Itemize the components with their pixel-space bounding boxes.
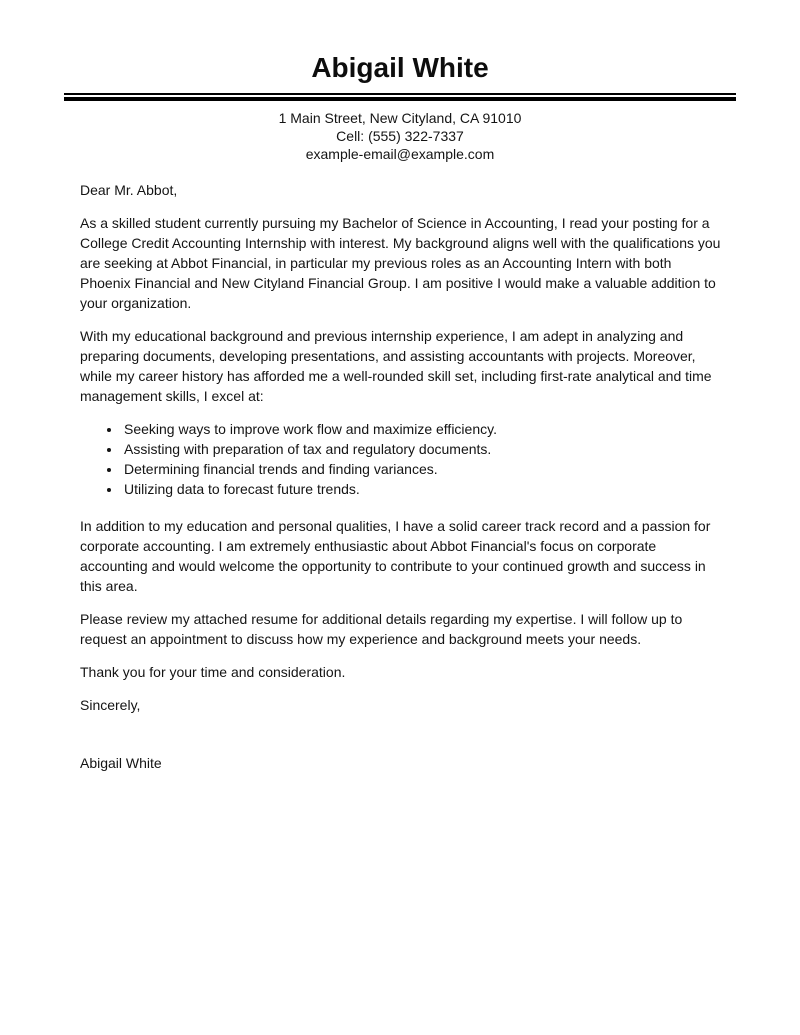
letter-paragraph-followup: Please review my attached resume for additional details regarding my expertise. I will follow up to request an appointment to discuss how my experience and background meets your needs. bbox=[80, 611, 683, 647]
letter-body bbox=[80, 180, 724, 773]
letter-paragraph-background: With my educational background and previous internship experience, I am adept in analyzing and preparing documents, developing presentations, and assisting accountants with projects. Moreover, while my career history has afforded me a well-rounded skill set, including first-rate analytical and time management skills, I excel at: bbox=[80, 328, 712, 404]
letter-author-name: Abigail White bbox=[311, 52, 489, 83]
contact-phone: Cell: (555) 322-7337 bbox=[336, 128, 464, 144]
contact-email: example-email@example.com bbox=[305, 146, 495, 162]
letter-signature: Abigail White bbox=[80, 755, 162, 771]
letter-signoff: Sincerely, bbox=[80, 697, 141, 713]
skills-list-item: • Utilizing data to forecast future trends. bbox=[122, 479, 724, 499]
skills-list-item: • Determining financial trends and finding variances. bbox=[122, 459, 724, 479]
contact-block bbox=[0, 109, 800, 163]
letter-paragraph-intro: As a skilled student currently pursuing my Bachelor of Science in Accounting, I read your posting for a College Credit Accounting Internship with interest. My background aligns well with the qualifications you are seeking at Abbot Financial, in particular my previous roles as an Accounting Intern with both Phoenix Financial and New Cityland Financial Group. I am positive I would make a valuable addition to your organization. bbox=[80, 215, 721, 311]
skills-list-item: • Seeking ways to improve work flow and maximize efficiency. bbox=[122, 419, 724, 439]
salutation: Dear Mr. Abbot, bbox=[80, 182, 178, 198]
divider-line-bottom bbox=[64, 97, 736, 101]
contact-address: 1 Main Street, New Cityland, CA 91010 bbox=[278, 110, 522, 126]
header-divider bbox=[64, 93, 736, 101]
divider-line-top bbox=[64, 93, 736, 95]
skills-list bbox=[80, 419, 724, 499]
letter-paragraph-enthusiasm: In addition to my education and personal qualities, I have a solid career track record and a passion for corporate accounting. I am extremely enthusiastic about Abbot Financial's focus on corporate accounting and would welcome the opportunity to contribute to your continued growth and success in this area. bbox=[80, 518, 711, 594]
letter-thanks: Thank you for your time and consideration. bbox=[80, 664, 346, 680]
skills-list-item: • Assisting with preparation of tax and regulatory documents. bbox=[122, 439, 724, 459]
